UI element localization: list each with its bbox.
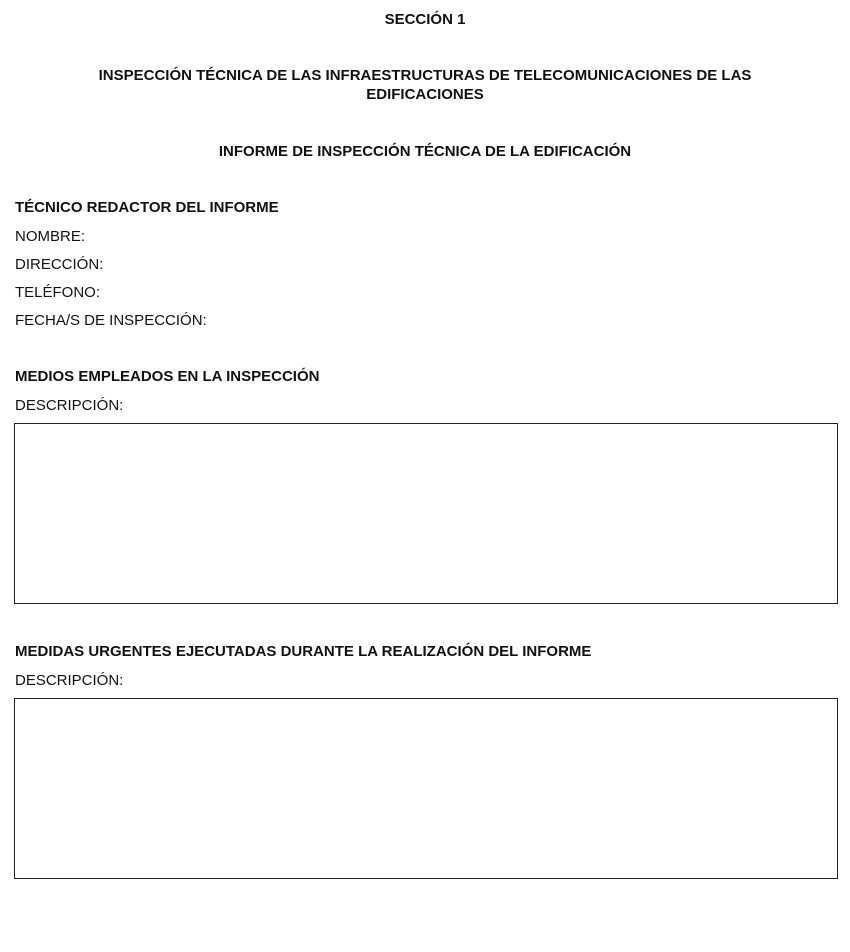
document-subtitle: INFORME DE INSPECCIÓN TÉCNICA DE LA EDIFICACIÓN [218,143,632,160]
medios-heading: MEDIOS EMPLEADOS EN LA INSPECCIÓN [15,368,320,385]
medidas-description-label: DESCRIPCIÓN: [15,672,124,689]
field-nombre: NOMBRE: [15,228,86,245]
field-fecha-inspeccion: FECHA/S DE INSPECCIÓN: [15,312,207,329]
medidas-description-box[interactable] [14,698,838,879]
field-direccion: DIRECCIÓN: [15,256,104,273]
field-telefono: TELÉFONO: [15,284,101,301]
document-title: INSPECCIÓN TÉCNICA DE LAS INFRAESTRUCTURAS DE TELECOMUNICACIONES DE LAS EDIFICACIONES [98,67,752,103]
tecnico-heading: TÉCNICO REDACTOR DEL INFORME [15,199,279,216]
medios-description-box[interactable] [14,423,838,604]
section-number: SECCIÓN 1 [384,11,466,28]
medidas-heading: MEDIDAS URGENTES EJECUTADAS DURANTE LA REALIZACIÓN DEL INFORME [15,643,592,660]
medios-description-label: DESCRIPCIÓN: [15,397,124,414]
